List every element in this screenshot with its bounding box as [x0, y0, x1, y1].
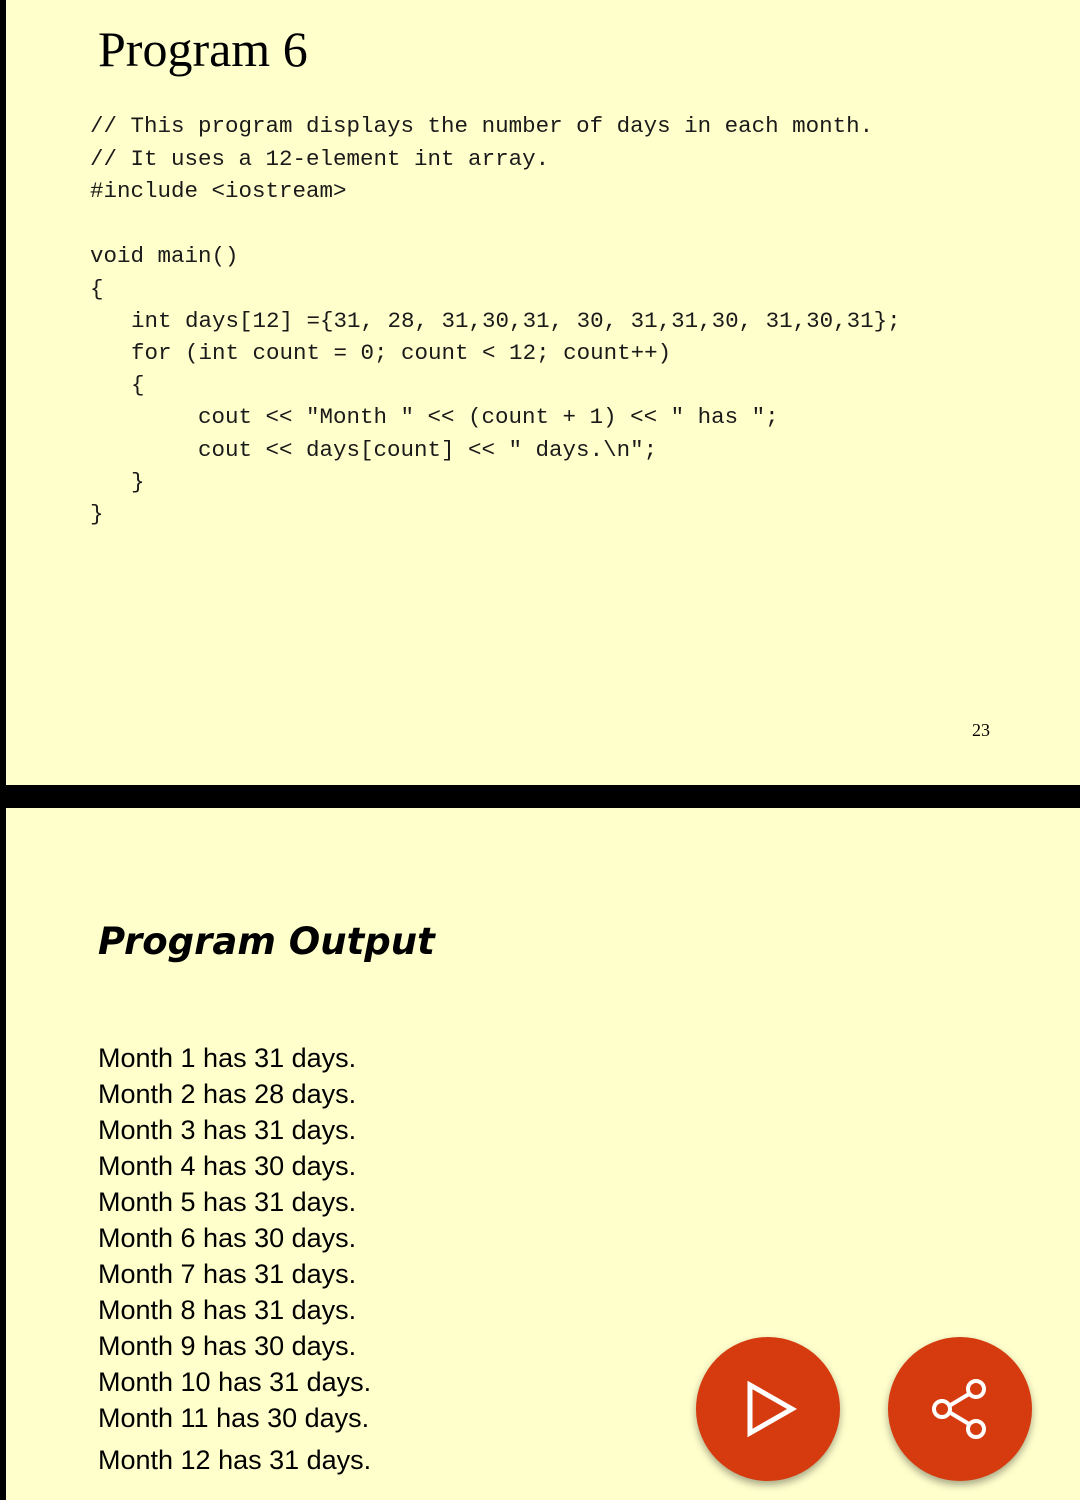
slide-title: Program 6 [98, 21, 308, 77]
play-button[interactable] [696, 1337, 840, 1481]
output-title: Program Output [98, 920, 435, 963]
code-line: { [131, 372, 145, 398]
share-icon [924, 1373, 996, 1445]
output-line: Month 6 has 30 days. [98, 1223, 357, 1253]
output-line: Month 4 has 30 days. [98, 1151, 357, 1181]
code-line: void main() [90, 243, 239, 269]
code-line: cout << "Month " << (count + 1) << " has "; [198, 404, 779, 430]
output-line: Month 1 has 31 days. [98, 1043, 357, 1073]
output-list [98, 1040, 371, 1478]
output-line: Month 8 has 31 days. [98, 1295, 357, 1325]
code-line: int days[12] ={31, 28, 31,30,31, 30, 31,31,30, 31,30,31}; [131, 308, 901, 334]
code-line: // This program displays the number of days in each month. [90, 113, 874, 139]
output-line: Month 12 has 31 days. [98, 1445, 372, 1475]
play-icon [736, 1377, 800, 1441]
code-line: cout << days[count] << " days.\n"; [198, 437, 658, 463]
output-line: Month 3 has 31 days. [98, 1115, 357, 1145]
output-line: Month 2 has 28 days. [98, 1079, 357, 1109]
output-line: Month 11 has 30 days. [98, 1403, 370, 1433]
code-line: { [90, 276, 104, 302]
share-button[interactable] [888, 1337, 1032, 1481]
page-number: 23 [972, 720, 990, 740]
code-line: } [131, 469, 145, 495]
code-line: #include <iostream> [90, 178, 347, 204]
slide-code [6, 0, 1080, 785]
code-line: // It uses a 12-element int array. [90, 146, 550, 172]
output-line: Month 7 has 31 days. [98, 1259, 357, 1289]
output-line: Month 9 has 30 days. [98, 1331, 357, 1361]
code-line: } [90, 501, 104, 527]
code-line: for (int count = 0; count < 12; count++) [131, 340, 672, 366]
output-line: Month 10 has 31 days. [98, 1367, 372, 1397]
output-line: Month 5 has 31 days. [98, 1187, 357, 1217]
